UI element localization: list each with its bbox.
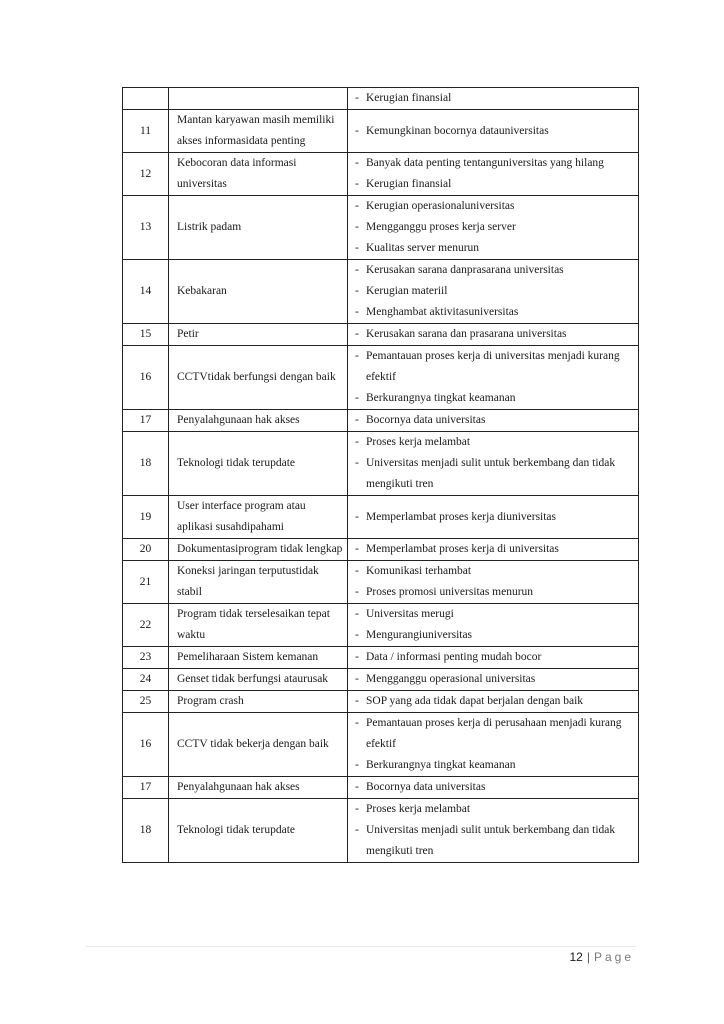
impact-cell — [348, 410, 639, 432]
page-footer — [569, 950, 634, 964]
impact-cell — [348, 713, 639, 777]
impact-list — [354, 410, 634, 431]
impact-item: - Berkurangnya tingkat keamanan — [354, 388, 634, 409]
risk-cell: User interface program atau aplikasi susahdipahami — [169, 496, 348, 539]
impact-item: - Memperlambat proses kerja di universitas — [354, 539, 634, 560]
risk-cell: Pemeliharaan Sistem kemanan — [169, 647, 348, 669]
row-number: 18 — [123, 799, 169, 863]
impact-item: - Kerugian materiil — [354, 281, 634, 302]
risk-cell: Teknologi tidak terupdate — [169, 432, 348, 496]
impact-item: - Pemantauan proses kerja di universitas menjadi kurang efektif — [354, 346, 634, 388]
impact-item: - Komunikasi terhambat — [354, 561, 634, 582]
row-number: 20 — [123, 539, 169, 561]
table-row — [123, 88, 639, 110]
impact-item: - Proses promosi universitas menurun — [354, 582, 634, 603]
impact-cell — [348, 496, 639, 539]
table-row — [123, 496, 639, 539]
row-number: 21 — [123, 561, 169, 604]
impact-list — [354, 539, 634, 560]
table-row — [123, 647, 639, 669]
table-row — [123, 196, 639, 260]
row-number: 19 — [123, 496, 169, 539]
risk-cell: CCTV tidak bekerja dengan baik — [169, 713, 348, 777]
row-number: 23 — [123, 647, 169, 669]
impact-item: - Mengurangiuniversitas — [354, 625, 634, 646]
risk-cell: Koneksi jaringan terputustidak stabil — [169, 561, 348, 604]
impact-list — [354, 799, 634, 862]
table-row — [123, 153, 639, 196]
impact-item: - Kerugian finansial — [354, 174, 634, 195]
risk-cell: Dokumentasiprogram tidak lengkap — [169, 539, 348, 561]
risk-cell: CCTVtidak berfungsi dengan baik — [169, 346, 348, 410]
impact-item: - Data / informasi penting mudah bocor — [354, 647, 634, 668]
impact-cell — [348, 432, 639, 496]
impact-item: - Pemantauan proses kerja di perusahaan menjadi kurang efektif — [354, 713, 634, 755]
risk-table-body — [123, 88, 639, 863]
row-number: 12 — [123, 153, 169, 196]
page-label: Page — [593, 950, 634, 964]
row-number: 16 — [123, 346, 169, 410]
table-row — [123, 539, 639, 561]
table-row — [123, 110, 639, 153]
row-number: 14 — [123, 260, 169, 324]
impact-list — [354, 669, 634, 690]
impact-cell — [348, 799, 639, 863]
impact-list — [354, 324, 634, 345]
footer-divider — [86, 946, 636, 947]
risk-cell: Kebakaran — [169, 260, 348, 324]
impact-list — [354, 691, 634, 712]
table-row — [123, 777, 639, 799]
impact-cell — [348, 669, 639, 691]
table-row — [123, 561, 639, 604]
impact-item: - Kemungkinan bocornya datauniversitas — [354, 121, 634, 142]
risk-cell: Penyalahgunaan hak akses — [169, 410, 348, 432]
row-number: 25 — [123, 691, 169, 713]
risk-cell: Genset tidak berfungsi ataurusak — [169, 669, 348, 691]
table-row — [123, 713, 639, 777]
impact-item: - Kerusakan sarana dan prasarana universitas — [354, 324, 634, 345]
impact-item: - Kerusakan sarana danprasarana universitas — [354, 260, 634, 281]
row-number: 15 — [123, 324, 169, 346]
table-row — [123, 324, 639, 346]
impact-item: - Proses kerja melambat — [354, 799, 634, 820]
impact-list — [354, 713, 634, 776]
impact-cell — [348, 196, 639, 260]
impact-item: - Kerugian operasionaluniversitas — [354, 196, 634, 217]
row-number: 24 — [123, 669, 169, 691]
impact-cell — [348, 777, 639, 799]
impact-item: - Kualitas server menurun — [354, 238, 634, 259]
table-row — [123, 432, 639, 496]
impact-cell — [348, 604, 639, 647]
risk-cell: Penyalahgunaan hak akses — [169, 777, 348, 799]
impact-item: - Kerugian finansial — [354, 88, 634, 109]
row-number: 13 — [123, 196, 169, 260]
impact-cell — [348, 260, 639, 324]
impact-cell — [348, 691, 639, 713]
risk-cell: Teknologi tidak terupdate — [169, 799, 348, 863]
table-row — [123, 604, 639, 647]
page-number: 12 — [569, 950, 583, 964]
row-number: 18 — [123, 432, 169, 496]
impact-item: - Bocornya data universitas — [354, 777, 634, 798]
risk-cell: Petir — [169, 324, 348, 346]
impact-list — [354, 346, 634, 409]
impact-item: - Berkurangnya tingkat keamanan — [354, 755, 634, 776]
impact-item: - Proses kerja melambat — [354, 432, 634, 453]
impact-list — [354, 196, 634, 259]
impact-item: - Universitas merugi — [354, 604, 634, 625]
row-number: 16 — [123, 713, 169, 777]
impact-list — [354, 507, 634, 528]
impact-list — [354, 647, 634, 668]
impact-cell — [348, 346, 639, 410]
impact-item: - Menghambat aktivitasuniversitas — [354, 302, 634, 323]
impact-item: - Universitas menjadi sulit untuk berkembang dan tidak mengikuti tren — [354, 820, 634, 862]
table-row — [123, 346, 639, 410]
impact-item: - Memperlambat proses kerja diuniversitas — [354, 507, 634, 528]
impact-cell — [348, 324, 639, 346]
impact-list — [354, 561, 634, 603]
table-row — [123, 799, 639, 863]
impact-list — [354, 153, 634, 195]
impact-list — [354, 604, 634, 646]
table-row — [123, 691, 639, 713]
row-number: 17 — [123, 777, 169, 799]
row-number: 17 — [123, 410, 169, 432]
table-row — [123, 669, 639, 691]
impact-list — [354, 121, 634, 142]
impact-item: - Mengganggu operasional universitas — [354, 669, 634, 690]
risk-cell: Kebocoran data informasi universitas — [169, 153, 348, 196]
row-number: 11 — [123, 110, 169, 153]
impact-list — [354, 88, 634, 109]
impact-cell — [348, 88, 639, 110]
risk-cell: Program crash — [169, 691, 348, 713]
row-number: 22 — [123, 604, 169, 647]
impact-item: - Mengganggu proses kerja server — [354, 217, 634, 238]
impact-cell — [348, 110, 639, 153]
risk-cell: Listrik padam — [169, 196, 348, 260]
impact-item: - Banyak data penting tentanguniversitas yang hilang — [354, 153, 634, 174]
impact-item: - Universitas menjadi sulit untuk berkembang dan tidak mengikuti tren — [354, 453, 634, 495]
impact-list — [354, 777, 634, 798]
risk-table — [122, 87, 639, 863]
impact-item: - SOP yang ada tidak dapat berjalan dengan baik — [354, 691, 634, 712]
impact-cell — [348, 153, 639, 196]
impact-cell — [348, 647, 639, 669]
page-separator: | — [586, 950, 590, 964]
impact-item: - Bocornya data universitas — [354, 410, 634, 431]
impact-list — [354, 260, 634, 323]
table-row — [123, 260, 639, 324]
risk-cell: Program tidak terselesaikan tepat waktu — [169, 604, 348, 647]
impact-cell — [348, 561, 639, 604]
risk-cell — [169, 88, 348, 110]
impact-cell — [348, 539, 639, 561]
row-number — [123, 88, 169, 110]
risk-cell: Mantan karyawan masih memiliki akses informasidata penting — [169, 110, 348, 153]
table-row — [123, 410, 639, 432]
impact-list — [354, 432, 634, 495]
